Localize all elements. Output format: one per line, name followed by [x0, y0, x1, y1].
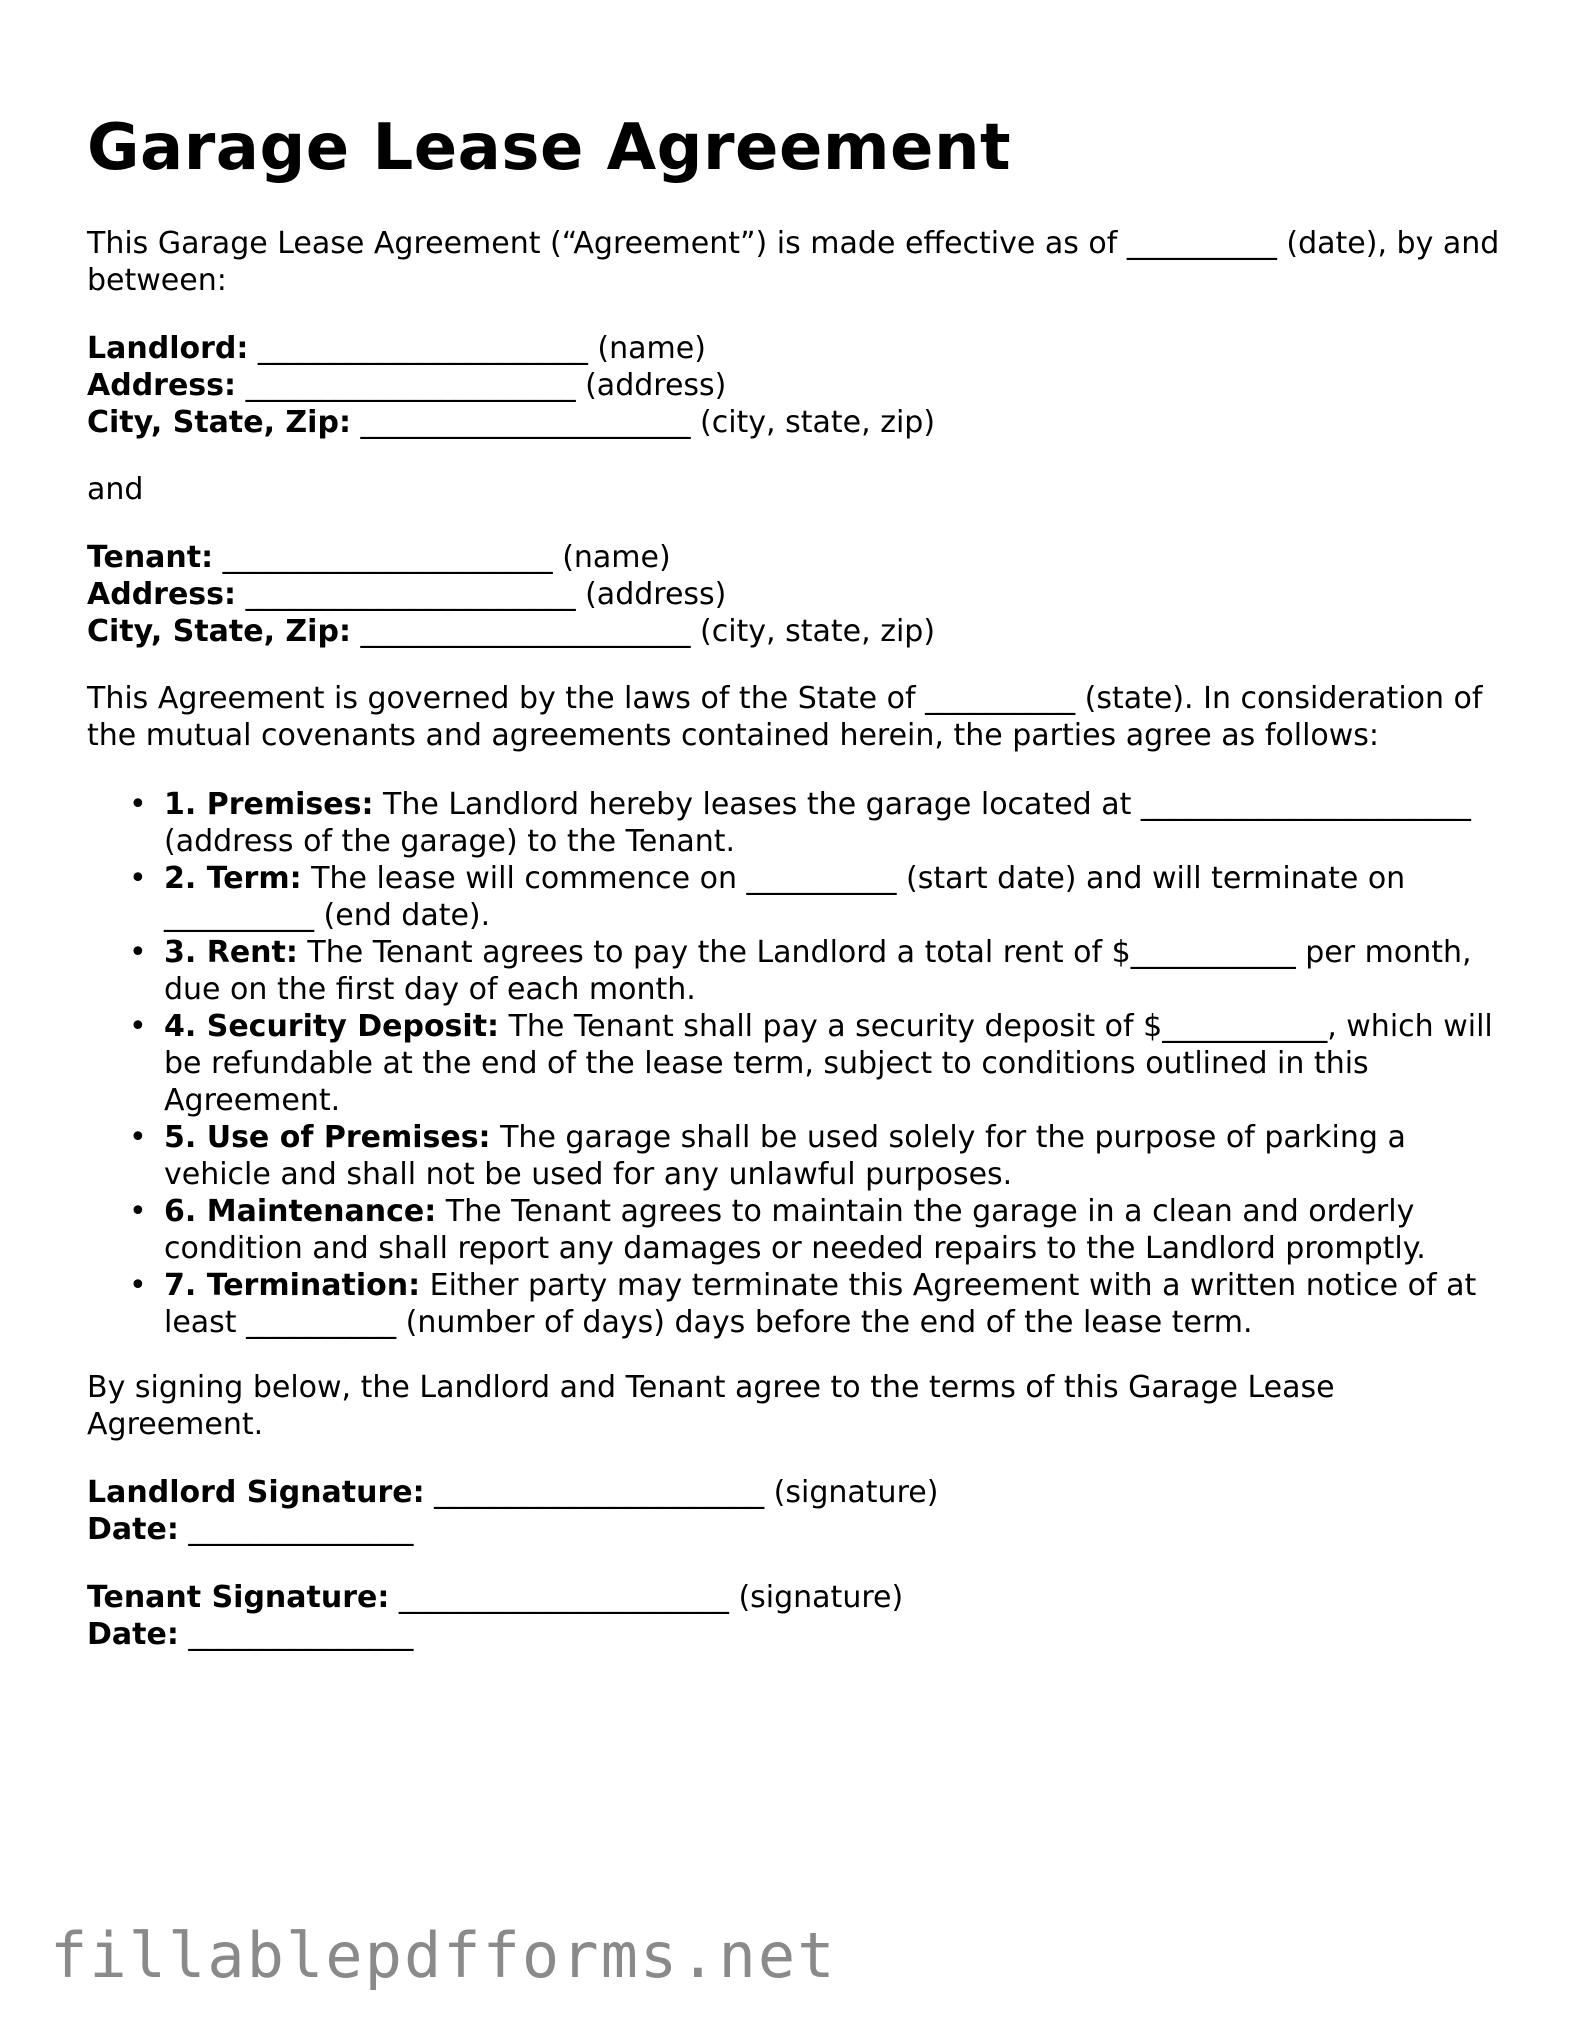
intro-text: This Garage Lease Agreement (“Agreement”) is made effective as of __________ (date), by and between:	[87, 226, 1500, 298]
governing-text: This Agreement is governed by the laws of the State of __________ (state). In consideration of the mutual covenants and agreements contained herein, the parties agree as follows:	[87, 681, 1483, 753]
term-label: 3. Rent:	[164, 935, 298, 970]
terms-section	[87, 786, 1507, 1341]
term-item-maintenance	[87, 1193, 1504, 1267]
landlord-name-line	[87, 330, 1507, 367]
term-text: The garage shall be used solely for the purpose of parking a vehicle and shall not be used for any unlawful purposes.	[164, 1120, 1406, 1192]
site-watermark: fillablepdfforms.net	[50, 1919, 837, 1992]
tenant-name-line	[87, 539, 1507, 576]
landlord-city-label: City, State, Zip:	[87, 405, 351, 440]
tenant-signature-field: ______________________ (signature)	[389, 1580, 904, 1615]
term-text: The Tenant agrees to maintain the garage in a clean and orderly condition and shall report any damages or needed repairs to the Landlord promptly.	[164, 1194, 1426, 1266]
governing-paragraph	[87, 680, 1507, 754]
tenant-signature-label: Tenant Signature:	[87, 1580, 390, 1615]
tenant-section	[87, 539, 1507, 650]
term-text: The lease will commence on __________ (start date) and will terminate on __________ (end date).	[164, 861, 1406, 933]
landlord-date-field: _______________	[178, 1512, 414, 1547]
tenant-name-label: Tenant:	[87, 540, 214, 575]
tenant-date-line	[87, 1616, 1507, 1653]
landlord-signature-line	[87, 1474, 1507, 1511]
term-text: The Tenant agrees to pay the Landlord a total rent of $___________ per month, due on the first day of each month.	[164, 935, 1472, 1007]
closing-text: By signing below, the Landlord and Tenant agree to the terms of this Garage Lease Agreement.	[87, 1370, 1335, 1442]
landlord-city-field: ______________________ (city, state, zip)	[350, 405, 936, 440]
and-separator	[87, 471, 1507, 508]
term-label: 6. Maintenance:	[164, 1194, 437, 1229]
tenant-signature-line	[87, 1579, 1507, 1616]
tenant-city-line	[87, 613, 1507, 650]
terms-list	[87, 786, 1507, 1341]
tenant-address-line	[87, 576, 1507, 613]
landlord-name-field: ______________________ (name)	[248, 331, 706, 366]
tenant-name-field: ______________________ (name)	[213, 540, 671, 575]
landlord-date-label: Date:	[87, 1512, 179, 1547]
landlord-city-line	[87, 404, 1507, 441]
landlord-signature-label: Landlord Signature:	[87, 1475, 425, 1510]
landlord-name-label: Landlord:	[87, 331, 249, 366]
tenant-city-field: ______________________ (city, state, zip)	[350, 614, 936, 649]
landlord-signature-section	[87, 1474, 1507, 1548]
term-item-use-of-premises	[87, 1119, 1504, 1193]
tenant-address-field: ______________________ (address)	[236, 577, 727, 612]
and-text: and	[87, 472, 144, 507]
term-label: 4. Security Deposit:	[164, 1009, 500, 1044]
landlord-address-label: Address:	[87, 368, 237, 403]
landlord-section	[87, 330, 1507, 441]
term-label: 2. Term:	[164, 861, 302, 896]
term-item-rent	[87, 934, 1504, 1008]
landlord-address-line	[87, 367, 1507, 404]
tenant-date-label: Date:	[87, 1617, 179, 1652]
term-text: The Tenant shall pay a security deposit of $___________, which will be refundable at the end of the lease term, subject to conditions outlined in this Agreement.	[164, 1009, 1493, 1118]
tenant-signature-section	[87, 1579, 1507, 1653]
closing-paragraph	[87, 1369, 1507, 1443]
term-label: 7. Termination:	[164, 1268, 421, 1303]
term-item-term	[87, 860, 1504, 934]
term-item-security-deposit	[87, 1008, 1504, 1119]
term-item-premises	[87, 786, 1504, 860]
document-title: Garage Lease Agreement	[87, 111, 1012, 185]
term-label: 5. Use of Premises:	[164, 1120, 491, 1155]
term-item-termination	[87, 1267, 1504, 1341]
tenant-date-field: _______________	[178, 1617, 414, 1652]
tenant-address-label: Address:	[87, 577, 237, 612]
tenant-city-label: City, State, Zip:	[87, 614, 351, 649]
landlord-date-line	[87, 1511, 1507, 1548]
landlord-signature-field: ______________________ (signature)	[424, 1475, 939, 1510]
landlord-address-field: ______________________ (address)	[236, 368, 727, 403]
term-label: 1. Premises:	[164, 787, 374, 822]
intro-paragraph	[87, 225, 1507, 299]
term-text: The Landlord hereby leases the garage located at ______________________ (address of the garage) to the Tenant.	[164, 787, 1471, 859]
term-text: Either party may terminate this Agreement with a written notice of at least __________ (number of days) days before the end of the lease term.	[164, 1268, 1477, 1340]
